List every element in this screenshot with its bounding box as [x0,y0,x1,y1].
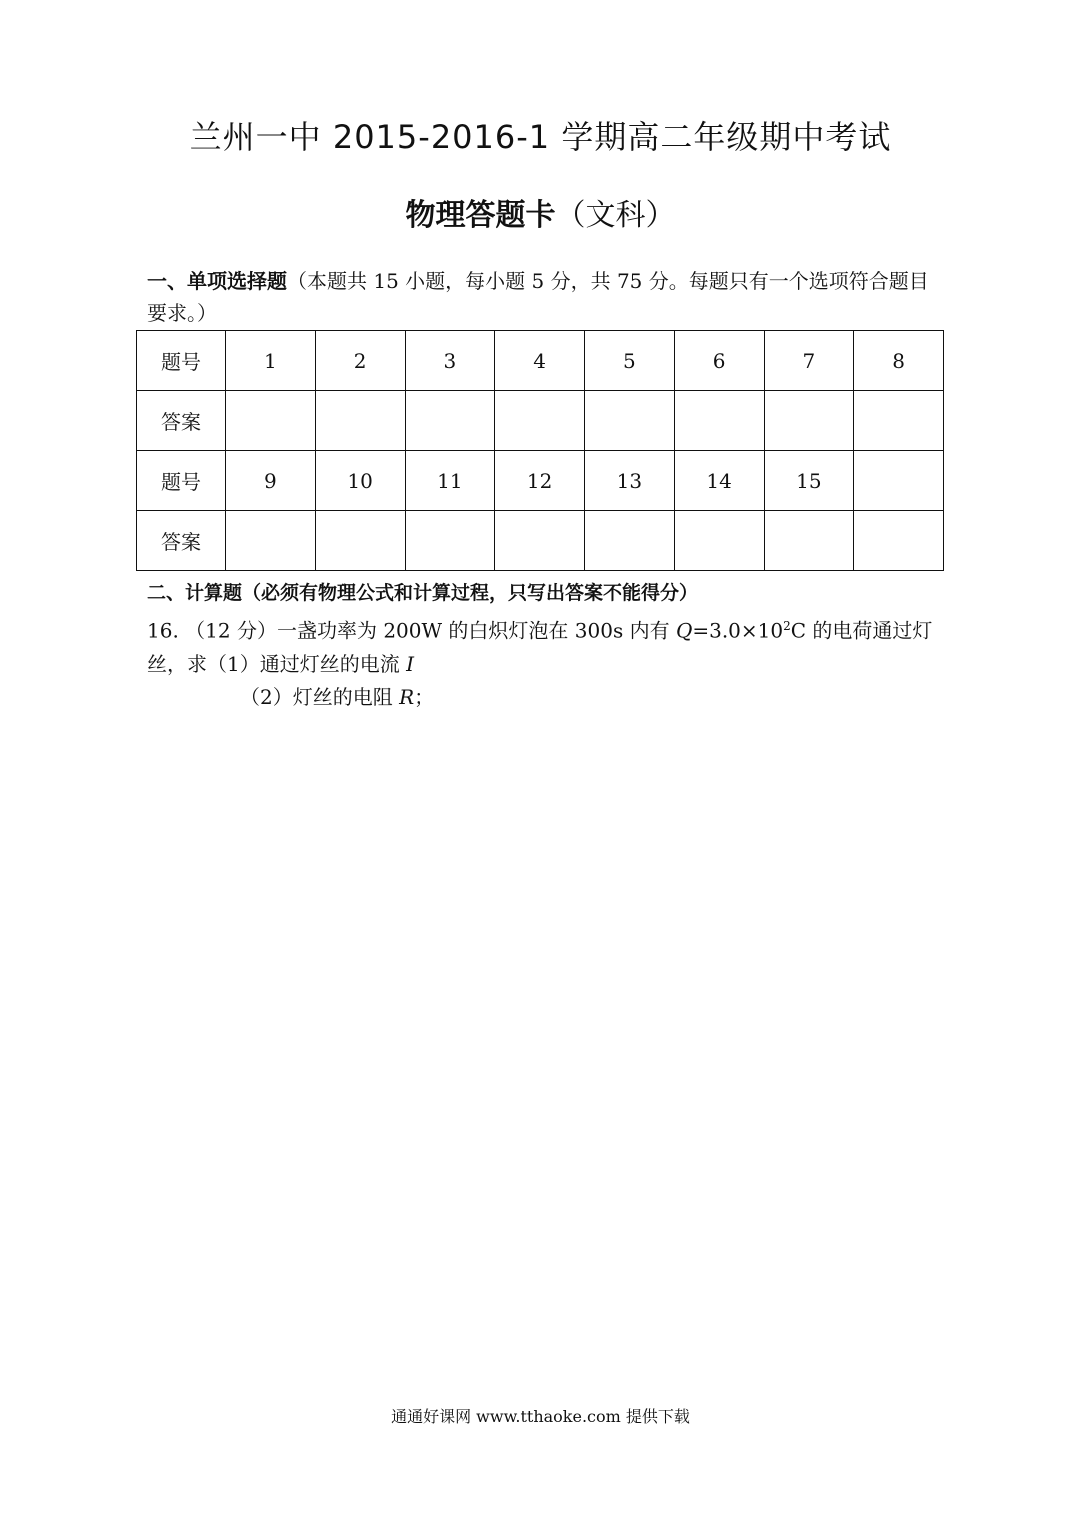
answer-cell[interactable] [585,511,675,571]
number-cell: 6 [674,331,764,391]
q16-value: =3.0×10 [692,618,784,643]
number-cell: 4 [495,331,585,391]
q16-var-r: R [399,684,415,709]
answer-cell[interactable] [674,391,764,451]
answer-card-title [0,190,1081,234]
number-cell: 2 [315,331,405,391]
table-row [137,511,944,571]
answer-cell[interactable] [226,391,316,451]
number-cell [854,451,944,511]
table-row [137,391,944,451]
number-cell: 3 [405,331,495,391]
number-cell: 10 [315,451,405,511]
answer-cell[interactable] [315,391,405,451]
answer-card-title-paren: （文科） [555,198,676,233]
answer-cell[interactable] [585,391,675,451]
q16-part2-end: ； [414,684,435,709]
question-16-text [147,610,947,681]
number-label-cell: 题号 [137,451,226,511]
section1-heading [147,265,947,329]
q16-suffix: C 的电荷通过灯丝，求（1）通过灯丝的电流 [147,618,933,676]
answer-card-title-main: 物理答题卡 [405,198,556,233]
q16-var-i: I [406,651,414,676]
number-cell: 14 [674,451,764,511]
table-row [137,451,944,511]
number-cell: 13 [585,451,675,511]
table-row [137,331,944,391]
answer-cell[interactable] [405,511,495,571]
question-16-part2 [147,681,947,714]
number-label-cell: 题号 [137,331,226,391]
number-cell: 5 [585,331,675,391]
answer-label-cell: 答案 [137,511,226,571]
question-16 [147,610,947,714]
number-cell: 7 [764,331,854,391]
q16-part2: （2）灯丝的电阻 [240,684,400,709]
answer-table [136,330,944,571]
answer-cell[interactable] [495,511,585,571]
exam-title: 兰州一中 2015-2016-1 学期高二年级期中考试 [189,118,892,156]
answer-cell[interactable] [674,511,764,571]
answer-cell[interactable] [315,511,405,571]
q16-var-q: Q [675,618,693,643]
section1-instructions: （本题共 15 小题，每小题 5 分，共 75 分。每题只有一个选项符合题目要求。） [147,269,929,325]
number-cell: 8 [854,331,944,391]
answer-cell[interactable] [854,391,944,451]
number-cell: 15 [764,451,854,511]
answer-cell[interactable] [405,391,495,451]
answer-cell[interactable] [764,511,854,571]
section1-title: 一、单项选择题 [147,269,287,293]
answer-cell[interactable] [226,511,316,571]
number-cell: 9 [226,451,316,511]
answer-cell[interactable] [854,511,944,571]
section2-heading: 二、计算题（必须有物理公式和计算过程，只写出答案不能得分） [147,582,699,604]
number-cell: 1 [226,331,316,391]
answer-label-cell: 答案 [137,391,226,451]
number-cell: 11 [405,451,495,511]
footer-text: 通通好课网 www.tthaoke.com 提供下载 [391,1407,690,1426]
number-cell: 12 [495,451,585,511]
q16-prefix: 16. （12 分）一盏功率为 200W 的白炽灯泡在 300s 内有 [147,618,676,643]
q16-exponent: 2 [783,619,791,633]
answer-cell[interactable] [495,391,585,451]
answer-cell[interactable] [764,391,854,451]
